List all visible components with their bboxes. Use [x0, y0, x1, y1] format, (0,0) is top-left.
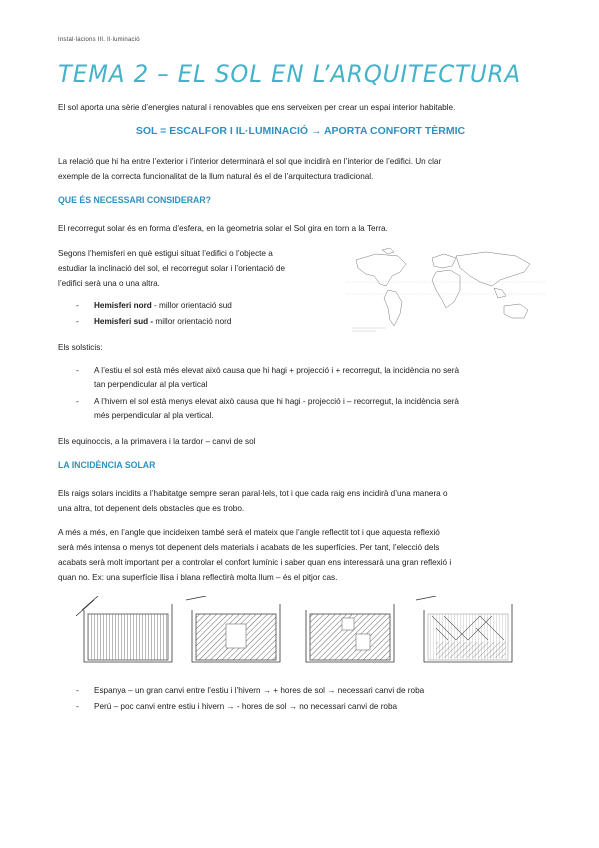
list-dash: -	[76, 366, 79, 375]
list-dash: -	[76, 397, 79, 406]
text-line: A l’hivern el sol està menys elevat això causa que hi hagi - projecció i – recorregut, la incidència serà	[94, 397, 459, 406]
list-dash: -	[76, 702, 79, 711]
text-line: més perpendicular al pla vertical.	[94, 411, 214, 420]
formula-line: SOL = ESCALFOR I IL·LUMINACIÓ → APORTA CONFORT TÈRMIC	[135, 125, 466, 137]
text-line: Els raigs solars incidits a l’habitatge sempre seran paral·lels, tot i que cada raig ens incidirà d’una manera o	[58, 489, 448, 498]
text-line: A l’estiu el sol està més elevat això causa que hi hagi + projecció i + recorregut, la incidència no serà	[94, 366, 460, 375]
list-item-text	[94, 299, 544, 313]
text-line: acabats serà molt important per a controlar el confort lumínic i saber quan ens interessarà una gran reflexió i	[58, 558, 452, 567]
list-item-text: Espanya – un gran canvi entre l’estiu i l’hivern → + hores de sol → necessari canvi de roba	[94, 686, 425, 695]
hemisphere-north-desc: - millor orientació sud	[151, 301, 232, 310]
text-line: La relació que hi ha entre l’exterior i l’interior determinarà el sol que incidirà en l’interior de l’edifici. Un clar	[58, 157, 442, 166]
text-line: estudiar la inclinació del sol, el recorregut solar i l’orientació de	[58, 264, 286, 273]
document-header: Instal·lacions III. Il·luminació	[58, 37, 140, 43]
text-line: l’edifici serà una o una altra.	[58, 279, 160, 288]
hemisphere-north-label: Hemisferi nord	[94, 301, 152, 310]
sun-rays-section-diagram-icon	[76, 596, 556, 670]
list-item-text	[94, 364, 544, 392]
list-item-text: Perú – poc canvi entre estiu i hivern → - hores de sol → no necessari canvi de roba	[94, 702, 398, 711]
relation-paragraph	[58, 154, 543, 184]
list-item-text	[94, 315, 544, 329]
text-line: A més a més, en l’angle que incideixen també serà el mateix que l’angle reflectit tot i que aquesta reflexió	[58, 528, 440, 537]
hemisphere-south-label: Hemisferi sud -	[94, 317, 154, 326]
text-line: tan perpendicular al pla vertical	[94, 380, 208, 389]
section-heading-consider: QUE ÉS NECESSARI CONSIDERAR?	[58, 195, 211, 206]
hemisphere-paragraph	[58, 246, 348, 291]
list-item-text	[94, 395, 544, 423]
text-line: quan no. Ex: una superfície llisa i blana reflectirà molta llum – és el pitjor cas.	[58, 573, 338, 582]
intro-paragraph: El sol aporta una sèrie d’energies natural i renovables que ens serveixen per crear un espai interior habitable.	[58, 103, 456, 112]
reflection-paragraph	[58, 525, 543, 585]
list-dash: -	[76, 686, 79, 695]
page-title: TEMA 2 – EL SOL EN L’ARQUITECTURA	[58, 60, 521, 88]
text-line: exemple de la correcta funcionalitat de la llum natural és el de l’arquitectura tradicional.	[58, 172, 374, 181]
rays-paragraph	[58, 486, 543, 516]
hemisphere-south-desc: millor orientació nord	[153, 317, 232, 326]
equinox-paragraph: Els equinoccis, a la primavera i la tardor – canvi de sol	[58, 437, 256, 446]
text-line: Segons l’hemisferi en què estigui situat l’edifici o l’objecte a	[58, 249, 273, 258]
section-heading-incidence: LA INCIDÈNCIA SOLAR	[58, 460, 156, 471]
text-line: una altra, tot depenent dels obstacles que es trobo.	[58, 504, 245, 513]
text-line: serà més intensa o menys tot depenent dels materials i acabats de les superfícies. Per tant, l’elecció dels	[58, 543, 440, 552]
solar-path-paragraph: El recorregut solar és en forma d’esfera, en la geometria solar el Sol gira en torn a la Terra.	[58, 224, 388, 233]
solstices-label: Els solsticis:	[58, 343, 103, 352]
list-dash: -	[76, 317, 79, 326]
list-dash: -	[76, 301, 79, 310]
